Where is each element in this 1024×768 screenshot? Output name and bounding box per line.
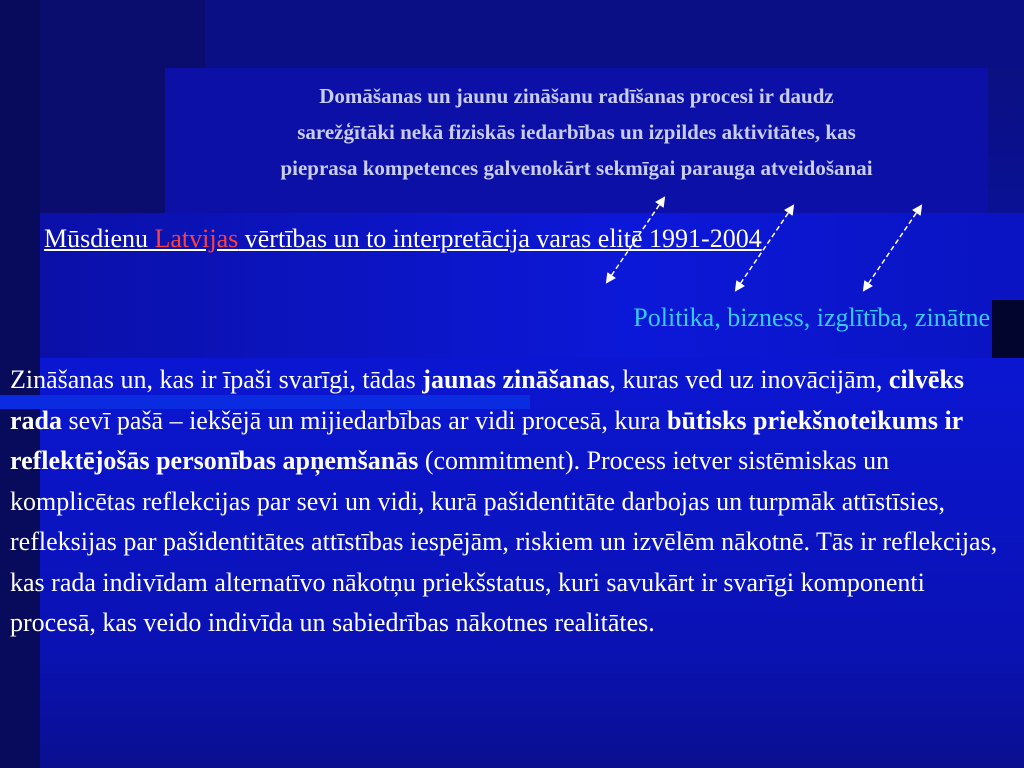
body-emphasis: jaunas zināšanas — [422, 365, 610, 394]
body-emphasis: cilvēks rada — [10, 365, 964, 435]
body-text: sevī pašā – iekšējā un mijiedarbības ar vidi procesā, kura — [62, 405, 668, 435]
quote-line: sarežģītāki nekā fiziskās iedarbības un izpildes aktivitātes, kas — [297, 120, 856, 144]
quote-line: pieprasa kompetences galvenokārt sekmīgai parauga atveidošanai — [280, 156, 873, 180]
body-emphasis: būtisks priekšnoteikums ir reflektējošās personības apņemšanās — [10, 405, 963, 475]
body-text: (commitment). Process ietver sistēmiskas un komplicētas reflekcijas par sevi un vidi, kurā pašidentitāte darbojas un turpmāk attīstīsies, refleksijas par pašidentitātes attīstības iespējām, riskiem un izvēlēm nākotnē. Tās ir reflekcijas, kas rada indivīdam alternatīvo nākotņu priekšstatus, kuri savukārt ir svarīgi komponenti procesā, kas veido indivīda un sabiedrības nākotnes realitātes. — [10, 446, 998, 637]
title-highlight: Latvijas — [154, 224, 239, 253]
body-text: Zināšanas un, kas ir īpaši svarīgi, tādas — [10, 365, 423, 394]
slide-title — [44, 224, 762, 254]
body-paragraph — [10, 360, 1000, 644]
body-text: , kuras ved uz inovācijām, — [609, 365, 889, 394]
double-arrow-icon — [864, 206, 921, 290]
quote-line: Domāšanas un jaunu zināšanu radīšanas procesi ir daudz — [319, 84, 834, 108]
title-suffix: vērtības un to interpretācija varas elitē 1991-2004 — [238, 224, 762, 253]
title-prefix: Mūsdienu — [44, 224, 155, 253]
slide-subtitle: Politika, bizness, izglītība, zinātne — [633, 303, 990, 332]
